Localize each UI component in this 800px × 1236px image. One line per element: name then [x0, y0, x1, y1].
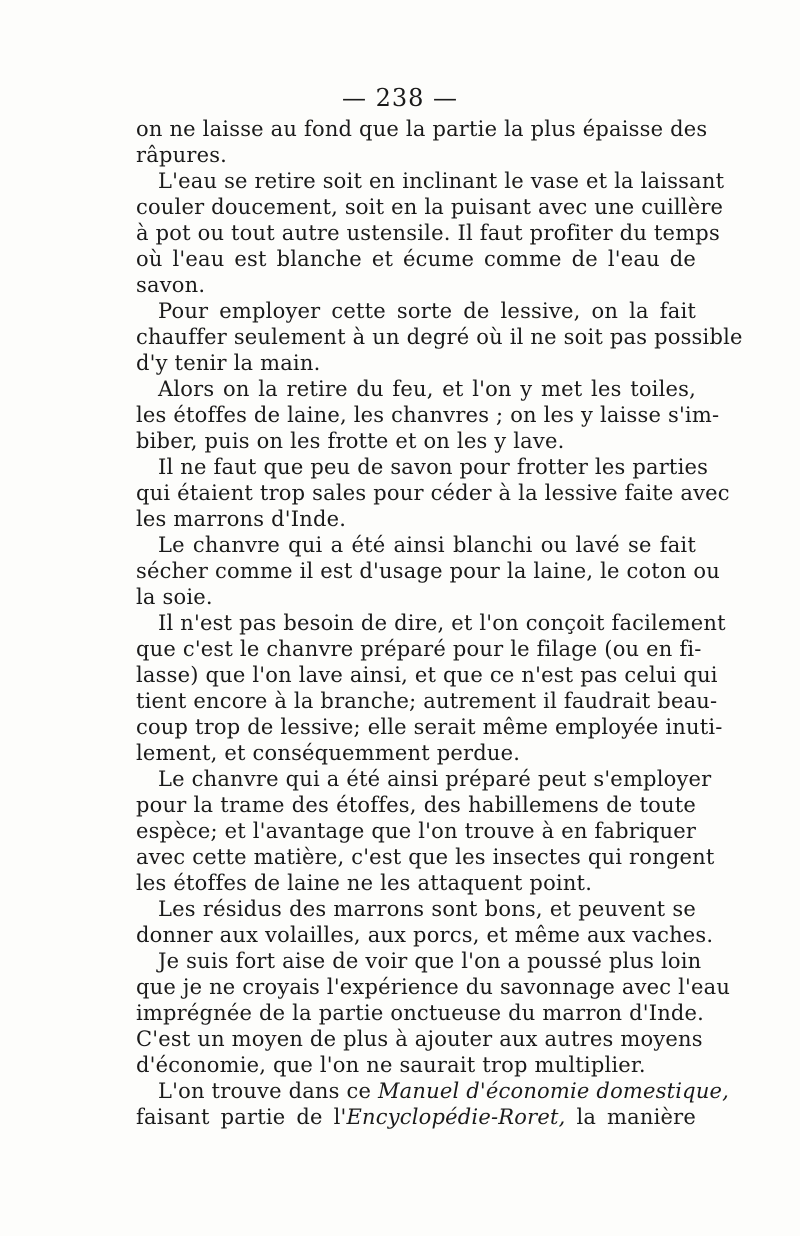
text-lines — [136, 116, 743, 1078]
text-line: biber, puis on les frotte et on les y lave. — [136, 429, 565, 453]
text-line: chauffer seulement à un degré où il ne soit pas possible — [136, 325, 743, 349]
text-line: Le chanvre qui a été ainsi blanchi ou lavé se fait — [158, 533, 696, 557]
text-line: Il ne faut que peu de savon pour frotter les parties — [158, 455, 709, 479]
text-line: d'y tenir la main. — [136, 351, 321, 375]
text-line: sécher comme il est d'usage pour la laine, le coton ou — [136, 559, 720, 583]
text-line: imprégnée de la partie onctueuse du marron d'Inde. — [136, 1001, 705, 1025]
text-line: espèce; et l'avantage que l'on trouve à en fabriquer — [136, 819, 697, 843]
text-segment: L'on trouve dans ce — [158, 1079, 378, 1103]
text-line: les marrons d'Inde. — [136, 507, 347, 531]
text-line: qui étaient trop sales pour céder à la lessive faite avec — [136, 481, 730, 505]
text-line: tient encore à la branche; autrement il faudrait beau- — [136, 689, 718, 713]
text-line: pour la trame des étoffes, des habillemens de toute — [136, 793, 696, 817]
text-line: Pour employer cette sorte de lessive, on la fait — [158, 299, 696, 323]
text-line: avec cette matière, c'est que les insectes qui rongent — [136, 845, 715, 869]
text-line: que c'est le chanvre préparé pour le filage (ou en fi- — [136, 637, 702, 661]
italic-title: Encyclopédie-Roret, — [346, 1105, 566, 1129]
text-line: lasse) que l'on lave ainsi, et que ce n'est pas celui qui — [136, 663, 718, 687]
text-line: donner aux volailles, aux porcs, et même aux vaches. — [136, 923, 714, 947]
text-line: les étoffes de laine ne les attaquent point. — [136, 871, 593, 895]
text-line: savon. — [136, 273, 206, 297]
text-line: on ne laisse au fond que la partie la plus épaisse des — [136, 117, 708, 141]
text-line: la soie. — [136, 585, 213, 609]
text-segment: faisant partie de l' — [136, 1105, 347, 1129]
page-number: — 238 — — [341, 84, 459, 112]
text-line: les étoffes de laine, les chanvres ; on les y laisse s'im- — [136, 403, 720, 427]
text-line: Il n'est pas besoin de dire, et l'on conçoit facilement — [158, 611, 726, 635]
text-line — [136, 1078, 730, 1104]
text-segment: la manière — [565, 1105, 696, 1129]
text-line: coup trop de lessive; elle serait même employée inuti- — [136, 715, 723, 739]
text-line: râpures. — [136, 143, 228, 167]
text-line: Le chanvre qui a été ainsi préparé peut s'employer — [158, 767, 712, 791]
text-line: couler doucement, soit en la puisant avec une cuillère — [136, 195, 724, 219]
text-line: L'eau se retire soit en inclinant le vase et la laissant — [158, 169, 725, 193]
text-line: que je ne croyais l'expérience du savonnage avec l'eau — [136, 975, 731, 999]
text-line: Les résidus des marrons sont bons, et peuvent se — [158, 897, 696, 921]
text-line: lement, et conséquemment perdue. — [136, 741, 521, 765]
italic-title: Manuel d'économie domestique, — [377, 1079, 730, 1103]
text-line: d'économie, que l'on ne saurait trop multiplier. — [136, 1053, 646, 1077]
text-line: à pot ou tout autre ustensile. Il faut profiter du temps — [136, 221, 720, 245]
text-line — [136, 1104, 696, 1130]
text-line: Je suis fort aise de voir que l'on a poussé plus loin — [158, 949, 702, 973]
text-line: où l'eau est blanche et écume comme de l'eau de — [136, 247, 696, 271]
body-text — [136, 116, 743, 1130]
text-line: Alors on la retire du feu, et l'on y met les toiles, — [158, 377, 696, 401]
text-line: C'est un moyen de plus à ajouter aux autres moyens — [136, 1027, 703, 1051]
